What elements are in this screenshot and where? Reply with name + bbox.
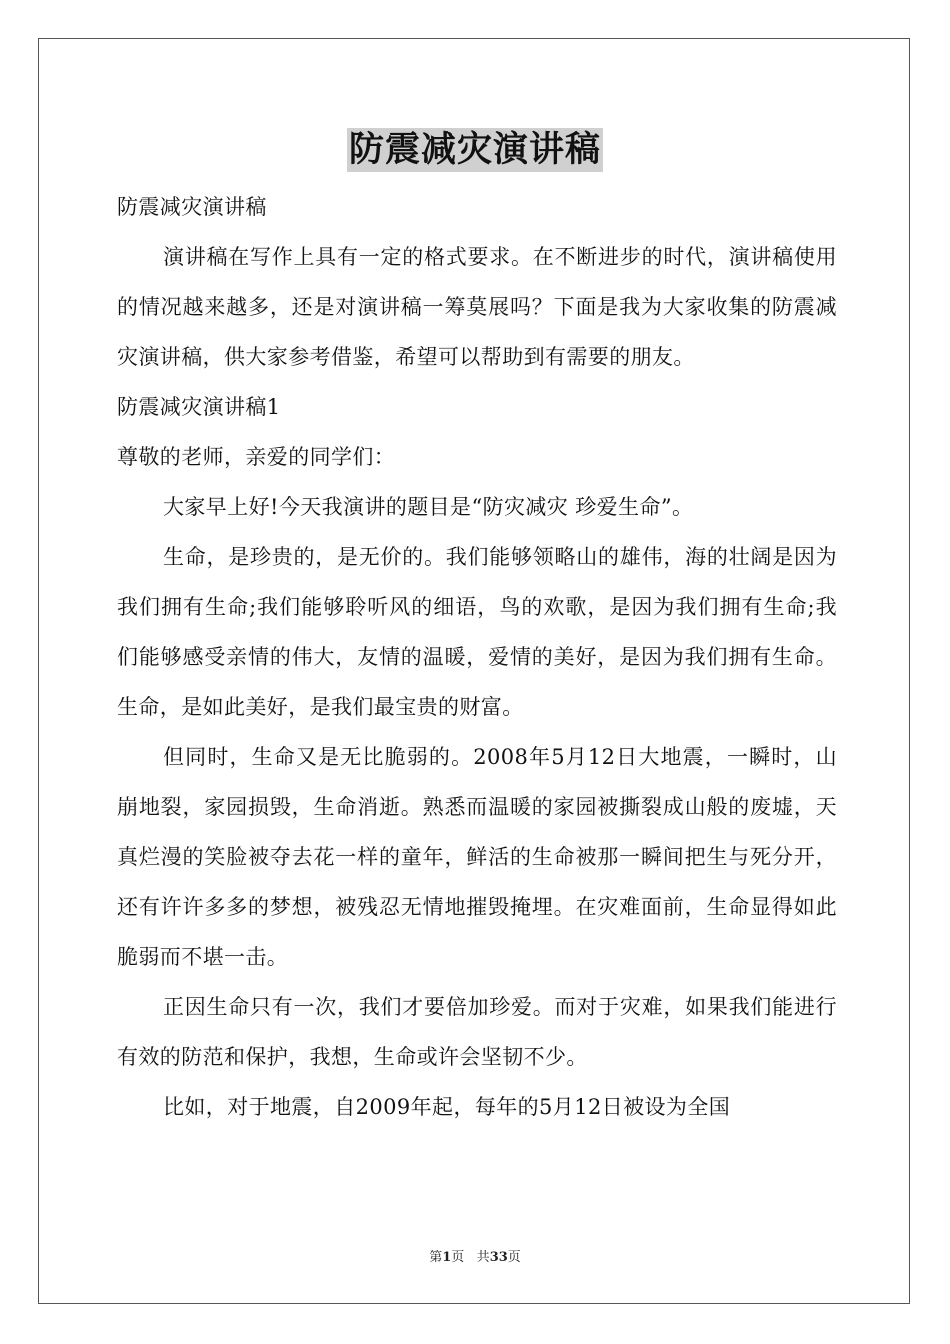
paragraph: 尊敬的老师，亲爱的同学们： — [117, 445, 396, 469]
paragraph: 生命，是珍贵的，是无价的。我们能够领略山的雄伟，海的壮阔是因为我们拥有生命;我们能够聆听风的细语，鸟的欢歌，是因为我们拥有生命;我们能够感受亲情的伟大，友情的温暖，爱情的美好，是因为我们拥有生命。生命，是如此美好，是我们最宝贵的财富。 — [117, 545, 837, 719]
footer-page-prefix: 第 — [429, 1250, 443, 1265]
paragraph: 防震减灾演讲稿 — [117, 195, 267, 219]
footer-page-suffix: 页 — [451, 1250, 465, 1265]
paragraph: 大家早上好!今天我演讲的题目是“防灾减灾 珍爱生命”。 — [163, 495, 694, 519]
page-footer — [0, 1246, 950, 1265]
footer-page-number: 1 — [442, 1250, 452, 1265]
footer-total-pages: 33 — [489, 1250, 508, 1265]
paragraph: 演讲稿在写作上具有一定的格式要求。在不断进步的时代，演讲稿使用的情况越来越多，还是对演讲稿一筹莫展吗？下面是我为大家收集的防震减灾演讲稿，供大家参考借鉴，希望可以帮助到有需要的朋友。 — [117, 245, 837, 369]
paragraph: 正因生命只有一次，我们才要倍加珍爱。而对于灾难，如果我们能进行有效的防范和保护，我想，生命或许会坚韧不少。 — [117, 995, 837, 1069]
footer-total-prefix: 共 — [476, 1250, 490, 1265]
footer-total-suffix: 页 — [507, 1250, 521, 1265]
document-body — [117, 182, 837, 1132]
paragraph: 比如，对于地震，自2009年起，每年的5月12日被设为全国 — [163, 1095, 731, 1119]
paragraph: 防震减灾演讲稿1 — [117, 395, 281, 419]
document-title: 防震减灾演讲稿 — [348, 129, 601, 170]
paragraph: 但同时，生命又是无比脆弱的。2008年5月12日大地震，一瞬时，山崩地裂，家园损毁，生命消逝。熟悉而温暖的家园被撕裂成山般的废墟，天真烂漫的笑脸被夺去花一样的童年，鲜活的生命被那一瞬间把生与死分开，还有许许多多的梦想，被残忍无情地摧毁掩埋。在灾难面前，生命显得如此脆弱而不堪一击。 — [117, 745, 837, 969]
document-title-container — [0, 128, 950, 172]
